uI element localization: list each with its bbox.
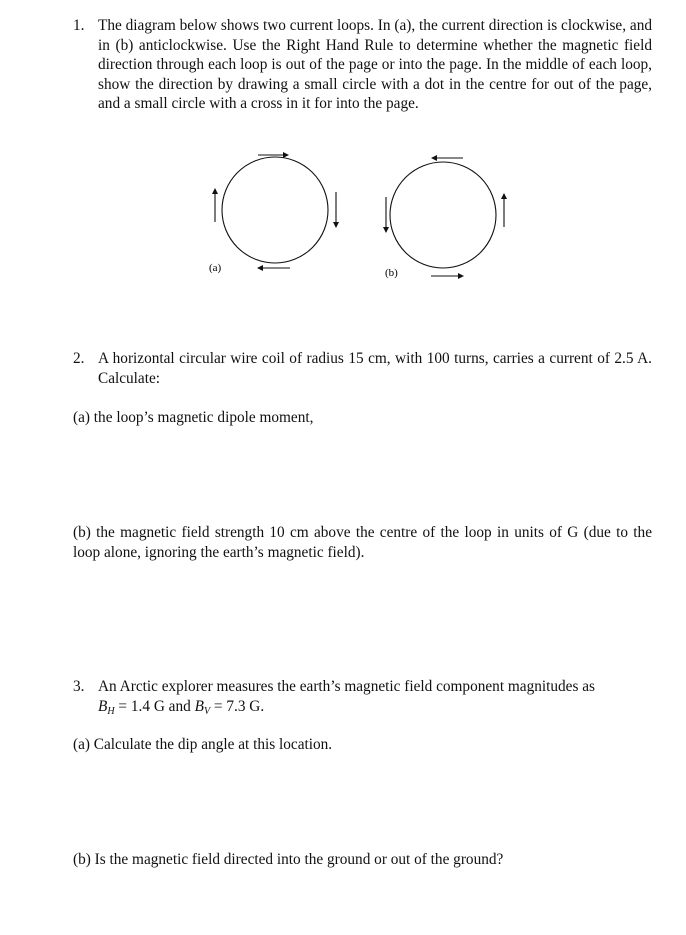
- loop-a-circle: [222, 157, 328, 263]
- question-2: [73, 349, 652, 388]
- question-2-number: 2.: [73, 350, 85, 367]
- current-loops-svg: [195, 140, 525, 290]
- question-3-intro: An Arctic explorer measures the earth’s magnetic field component magnitudes as: [98, 678, 595, 695]
- question-1-number: 1.: [73, 17, 85, 34]
- bh-value: = 1.4 G and: [114, 697, 195, 715]
- loop-b-circle: [390, 162, 496, 268]
- question-1: [73, 16, 652, 114]
- bv-symbol: B: [194, 697, 204, 715]
- question-3-number: 3.: [73, 678, 85, 695]
- question-1-text: The diagram below shows two current loops. In (a), the current direction is clockwise, and in (b) anticlockwise. Use the Right Hand Rule to determine whether the magnetic field direction through each loop is out of the page or into the page. In the middle of each loop, show the direction by drawing a small circle with a dot in the centre for out of the page, and a small circle with a cross in it for into the page.: [98, 17, 652, 112]
- current-loops-diagram: [195, 140, 525, 290]
- loop-a-label: (a): [209, 262, 222, 274]
- question-3-part-b: (b) Is the magnetic field directed into the ground or out of the ground?: [73, 851, 504, 868]
- question-3-text: [98, 677, 652, 716]
- question-2-part-b: (b) the magnetic field strength 10 cm above the centre of the loop in units of G (due to the loop alone, ignoring the earth’s magnetic field).: [73, 524, 652, 561]
- loop-b-label: (b): [385, 267, 398, 279]
- bv-value: = 7.3 G.: [210, 697, 265, 715]
- question-2-text: A horizontal circular wire coil of radius 15 cm, with 100 turns, carries a current of 2.5 A. Calculate:: [98, 350, 652, 387]
- bh-subscript: H: [107, 705, 115, 717]
- bh-symbol: B: [98, 697, 108, 715]
- question-3: [73, 677, 652, 716]
- question-3-part-a: (a) Calculate the dip angle at this location.: [73, 736, 333, 753]
- question-2-part-a: (a) the loop’s magnetic dipole moment,: [73, 409, 314, 426]
- bv-subscript: V: [203, 705, 211, 717]
